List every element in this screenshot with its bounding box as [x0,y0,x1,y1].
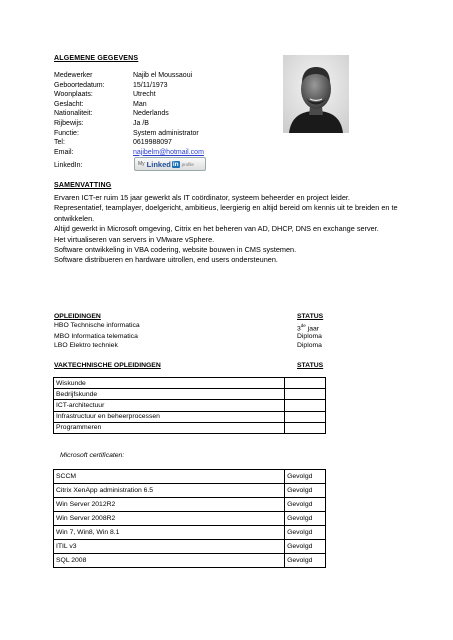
field-row [54,148,234,158]
vak-name: ICT-architectuur [54,400,285,411]
cert-name: ITIL v3 [54,540,285,554]
status-suffix: de [300,322,306,328]
cert-status: Gevolgd [285,526,326,540]
education-name: LBO Elektro techniek [54,342,118,350]
field-row [54,90,234,100]
cert-name: SCCM [54,470,285,484]
summary-heading: SAMENVATTING [54,182,112,189]
vak-status-heading: STATUS [297,362,324,369]
vak-header [54,362,344,369]
table-row [54,378,326,389]
vak-name: Infrastructuur en beheerprocessen [54,411,285,422]
education-status: Diploma [297,333,322,341]
table-row [54,554,326,568]
cert-status: Gevolgd [285,470,326,484]
vak-name: Wiskunde [54,378,285,389]
field-row [54,138,234,148]
field-row [54,119,234,129]
education-header [54,313,344,322]
cert-name: Win Server 2008R2 [54,512,285,526]
profile-photo [283,55,349,133]
field-value: 0619988097 [133,139,172,147]
general-fields [54,71,234,157]
field-value: 15/11/1973 [133,81,168,89]
field-value: Utrecht [133,91,156,99]
status-rest: jaar [305,324,320,332]
vak-heading: VAKTECHNISCHE OPLEIDINGEN [54,362,161,369]
summary-paragraph: Ervaren ICT-er ruim 15 jaar gewerkt als IT coördinator, systeem beheerder en project leider. [54,193,350,202]
table-row [54,470,326,484]
summary-paragraph: Altijd gewerkt in Microsoft omgeving, Citrix en het beheren van AD, DHCP, DNS en exchange server. [54,224,379,234]
education-section [54,313,344,351]
education-heading: OPLEIDINGEN [54,313,101,320]
table-row [54,512,326,526]
general-heading: ALGEMENE GEGEVENS [54,55,139,62]
education-status-heading: STATUS [297,313,324,320]
table-row [54,389,326,400]
summary-paragraph: Software distribueren en hardware uitrollen, end users ondersteunen. [54,255,278,265]
cert-name: Win 7, Win8, Win 8.1 [54,526,285,540]
summary-paragraph: Representatief, teamplayer, doelgericht, ambitieus, leergierig en altijd bereid om kennis uit te breiden en te ontwikkelen. [54,203,398,223]
education-name: HBO Technische informatica [54,321,140,329]
education-row [54,342,344,351]
cert-status: Gevolgd [285,484,326,498]
field-label: Medewerker [54,72,93,79]
table-row [54,540,326,554]
field-label: Tel: [54,139,65,147]
table-row [54,411,326,422]
vak-name: Bedrijfskunde [54,389,285,400]
table-row [54,484,326,498]
table-row [54,422,326,433]
linkedin-wordmark: Linked [146,159,171,169]
field-label: Email: [54,148,74,156]
cert-name: SQL 2008 [54,554,285,568]
vak-status [285,422,326,433]
certs-table [53,469,326,568]
table-row [54,526,326,540]
certs-heading: Microsoft certificaten: [60,452,125,459]
field-value: System administrator [133,129,199,137]
vak-table [53,377,326,434]
summary-paragraph: Het virtualiseren van servers in VMware vSphere. [54,234,215,244]
vak-name: Programmeren [54,422,285,433]
field-label: Nationaliteit: [54,110,93,118]
cert-status: Gevolgd [285,512,326,526]
field-label: Geslacht: [54,100,84,108]
field-value: Man [133,100,147,108]
field-label: Rijbewijs: [54,119,84,127]
cert-status: Gevolgd [285,554,326,568]
field-row [54,109,234,119]
field-value: Najib el Moussaoui [133,72,193,79]
linkedin-my: My [138,161,145,167]
cert-name: Citrix XenApp administration 6.5 [54,484,285,498]
cert-name: Win Server 2012R2 [54,498,285,512]
field-row [54,129,234,139]
cert-status: Gevolgd [285,498,326,512]
field-label: Geboortedatum: [54,81,105,89]
field-value: Nederlands [133,110,169,118]
summary-paragraph: Software ontwikkeling in VBA codering, website bouwen in CMS systemen. [54,245,297,255]
education-name: MBO Informatica telematica [54,333,138,341]
field-value: Ja /B [133,119,149,127]
linkedin-profile-button[interactable] [134,157,206,171]
vak-status [285,400,326,411]
vak-status [285,378,326,389]
status-value: 3 [297,324,301,332]
education-status: Diploma [297,342,322,350]
table-row [54,400,326,411]
field-label: Functie: [54,129,79,137]
education-status [297,322,344,334]
education-row [54,333,344,342]
field-row [54,100,234,110]
field-row [54,81,234,91]
table-row [54,498,326,512]
summary-text [54,193,399,266]
field-label: Woonplaats: [54,91,93,99]
education-row [54,322,344,334]
linkedin-label: LinkedIn: [54,162,83,169]
field-row [54,71,234,81]
vak-status [285,389,326,400]
cert-status: Gevolgd [285,540,326,554]
linkedin-profile-text: profile [181,161,194,167]
email-link[interactable]: najibelm@hotmail.com [133,148,204,156]
linkedin-in-icon: in [172,160,179,168]
vak-status [285,411,326,422]
